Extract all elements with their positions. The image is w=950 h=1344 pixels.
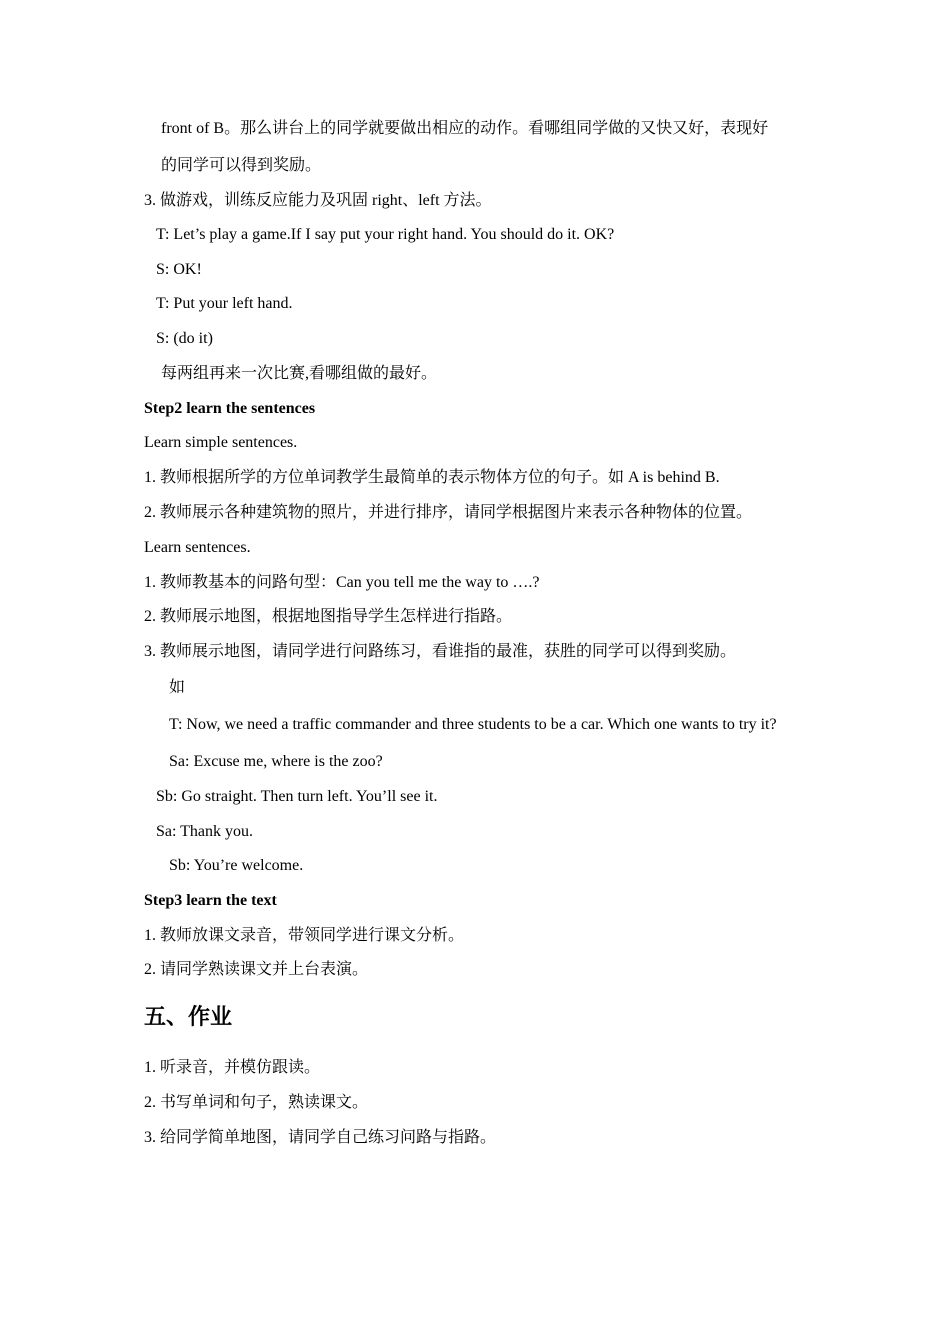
paragraph-line: 如 [169,679,186,696]
list-item: 1. 教师根据所学的方位单词教学生最简单的表示物体方位的句子。如 A is behind B. [144,469,720,486]
list-item: 3. 教师展示地图，请同学进行问路练习，看谁指的最准，获胜的同学可以得到奖励。 [144,643,737,660]
list-item: 2. 教师展示各种建筑物的照片，并进行排序，请同学根据图片来表示各种物体的位置。 [144,504,753,521]
paragraph-line: 的同学可以得到奖励。 [161,157,322,174]
list-item: 3. 给同学简单地图，请同学自己练习问路与指路。 [144,1129,497,1146]
list-item: 1. 教师教基本的问路句型：Can you tell me the way to ….? [144,574,540,591]
dialogue-line: Sa: Thank you. [156,823,254,840]
paragraph-line: front of B。那么讲台上的同学就要做出相应的动作。看哪组同学做的又快又好，表现好 [161,120,769,137]
list-item: 1. 听录音，并模仿跟读。 [144,1059,321,1076]
list-item: 3. 做游戏，训练反应能力及巩固 right、left 方法。 [144,192,492,209]
list-item: 2. 书写单词和句子，熟读课文。 [144,1094,369,1111]
list-item: 1. 教师放课文录音，带领同学进行课文分析。 [144,927,465,944]
list-item: 2. 教师展示地图，根据地图指导学生怎样进行指路。 [144,608,513,625]
dialogue-line: Sb: You’re welcome. [169,857,304,874]
dialogue-line: T: Put your left hand. [156,295,293,312]
step-heading: Step3 learn the text [144,892,277,909]
section-heading: 五、作业 [144,1005,233,1030]
dialogue-line: S: OK! [156,261,202,278]
dialogue-line: T: Let’s play a game.If I say put your right hand. You should do it. OK? [156,226,615,243]
dialogue-line: S: (do it) [156,330,213,347]
dialogue-line: T: Now, we need a traffic commander and three students to be a car. Which one wants to try it? [169,716,777,733]
paragraph-line: 每两组再来一次比赛,看哪组做的最好。 [161,365,438,382]
subsection-label: Learn simple sentences. [144,434,298,451]
subsection-label: Learn sentences. [144,539,251,556]
list-item: 2. 请同学熟读课文并上台表演。 [144,961,369,978]
dialogue-line: Sa: Excuse me, where is the zoo? [169,753,383,770]
step-heading: Step2 learn the sentences [144,400,316,417]
dialogue-line: Sb: Go straight. Then turn left. You’ll see it. [156,788,438,805]
